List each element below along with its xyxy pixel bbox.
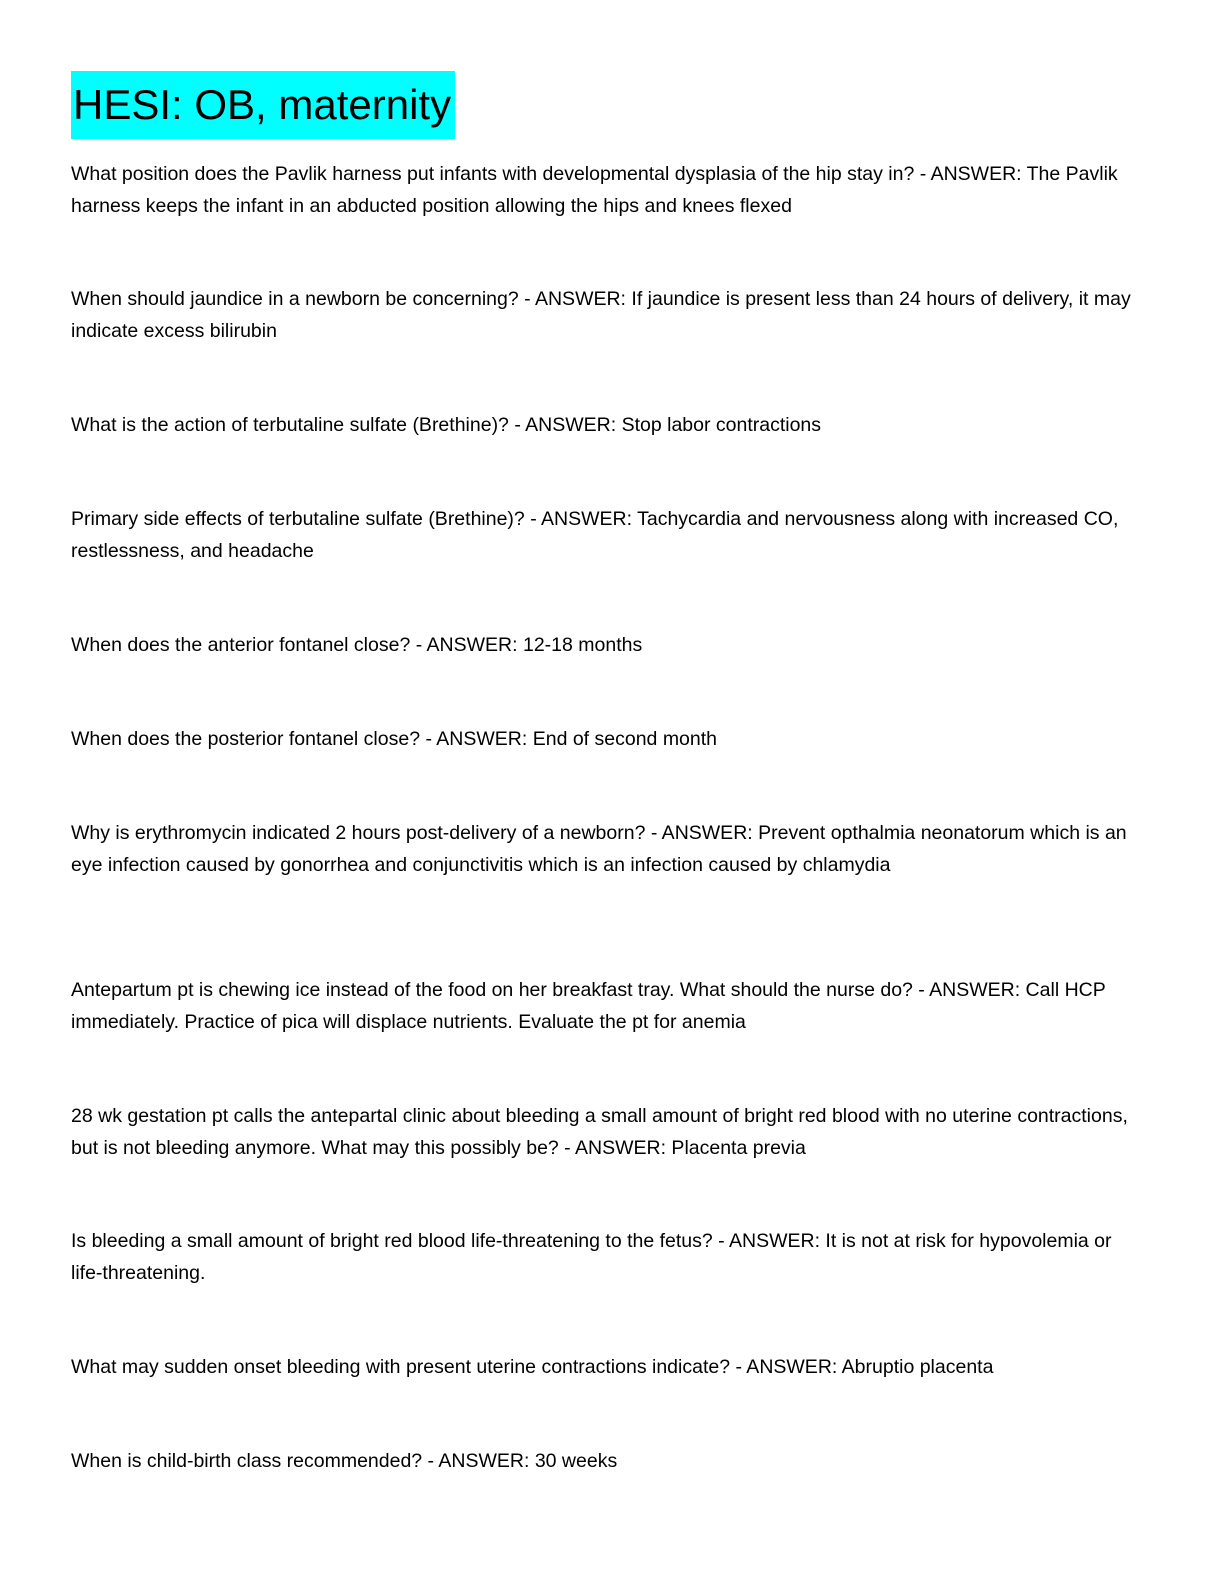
qa-item: Antepartum pt is chewing ice instead of the food on her breakfast tray. What should the nurse do? - ANSWER: Call HCP immediately. Practice of pica will displace nutrients. Evaluate the pt for anemia [71,979,1106,1033]
qa-item: When is child-birth class recommended? - ANSWER: 30 weeks [71,1450,618,1472]
qa-item: Primary side effects of terbutaline sulfate (Brethine)? - ANSWER: Tachycardia and nervousness along with increased CO, restlessness, and headache [71,508,1119,562]
qa-item: When does the anterior fontanel close? - ANSWER: 12-18 months [71,634,643,656]
qa-item: What is the action of terbutaline sulfate (Brethine)? - ANSWER: Stop labor contractions [71,414,822,436]
qa-item: 28 wk gestation pt calls the antepartal clinic about bleeding a small amount of bright red blood with no uterine contractions, but is not bleeding anymore. What may this possibly be? - ANSWER: Placenta previa [71,1105,1128,1159]
qa-item: What position does the Pavlik harness put infants with developmental dysplasia of the hip stay in? - ANSWER: The Pavlik harness keeps the infant in an abducted position allowing the hips and knees flexed [71,163,1118,217]
qa-item: When does the posterior fontanel close? - ANSWER: End of second month [71,728,718,750]
qa-item: When should jaundice in a newborn be concerning? - ANSWER: If jaundice is present less than 24 hours of delivery, it may indicate excess bilirubin [71,288,1131,342]
qa-item: Is bleeding a small amount of bright red blood life-threatening to the fetus? - ANSWER: It is not at risk for hypovolemia or life-threatening. [71,1230,1112,1284]
document-title: HESI: OB, maternity [71,71,455,139]
qa-item: What may sudden onset bleeding with present uterine contractions indicate? - ANSWER: Abruptio placenta [71,1356,994,1378]
qa-item: Why is erythromycin indicated 2 hours post-delivery of a newborn? - ANSWER: Prevent opthalmia neonatorum which is an eye infection caused by gonorrhea and conjunctivitis which is an infection caused by chlamydia [71,822,1127,876]
